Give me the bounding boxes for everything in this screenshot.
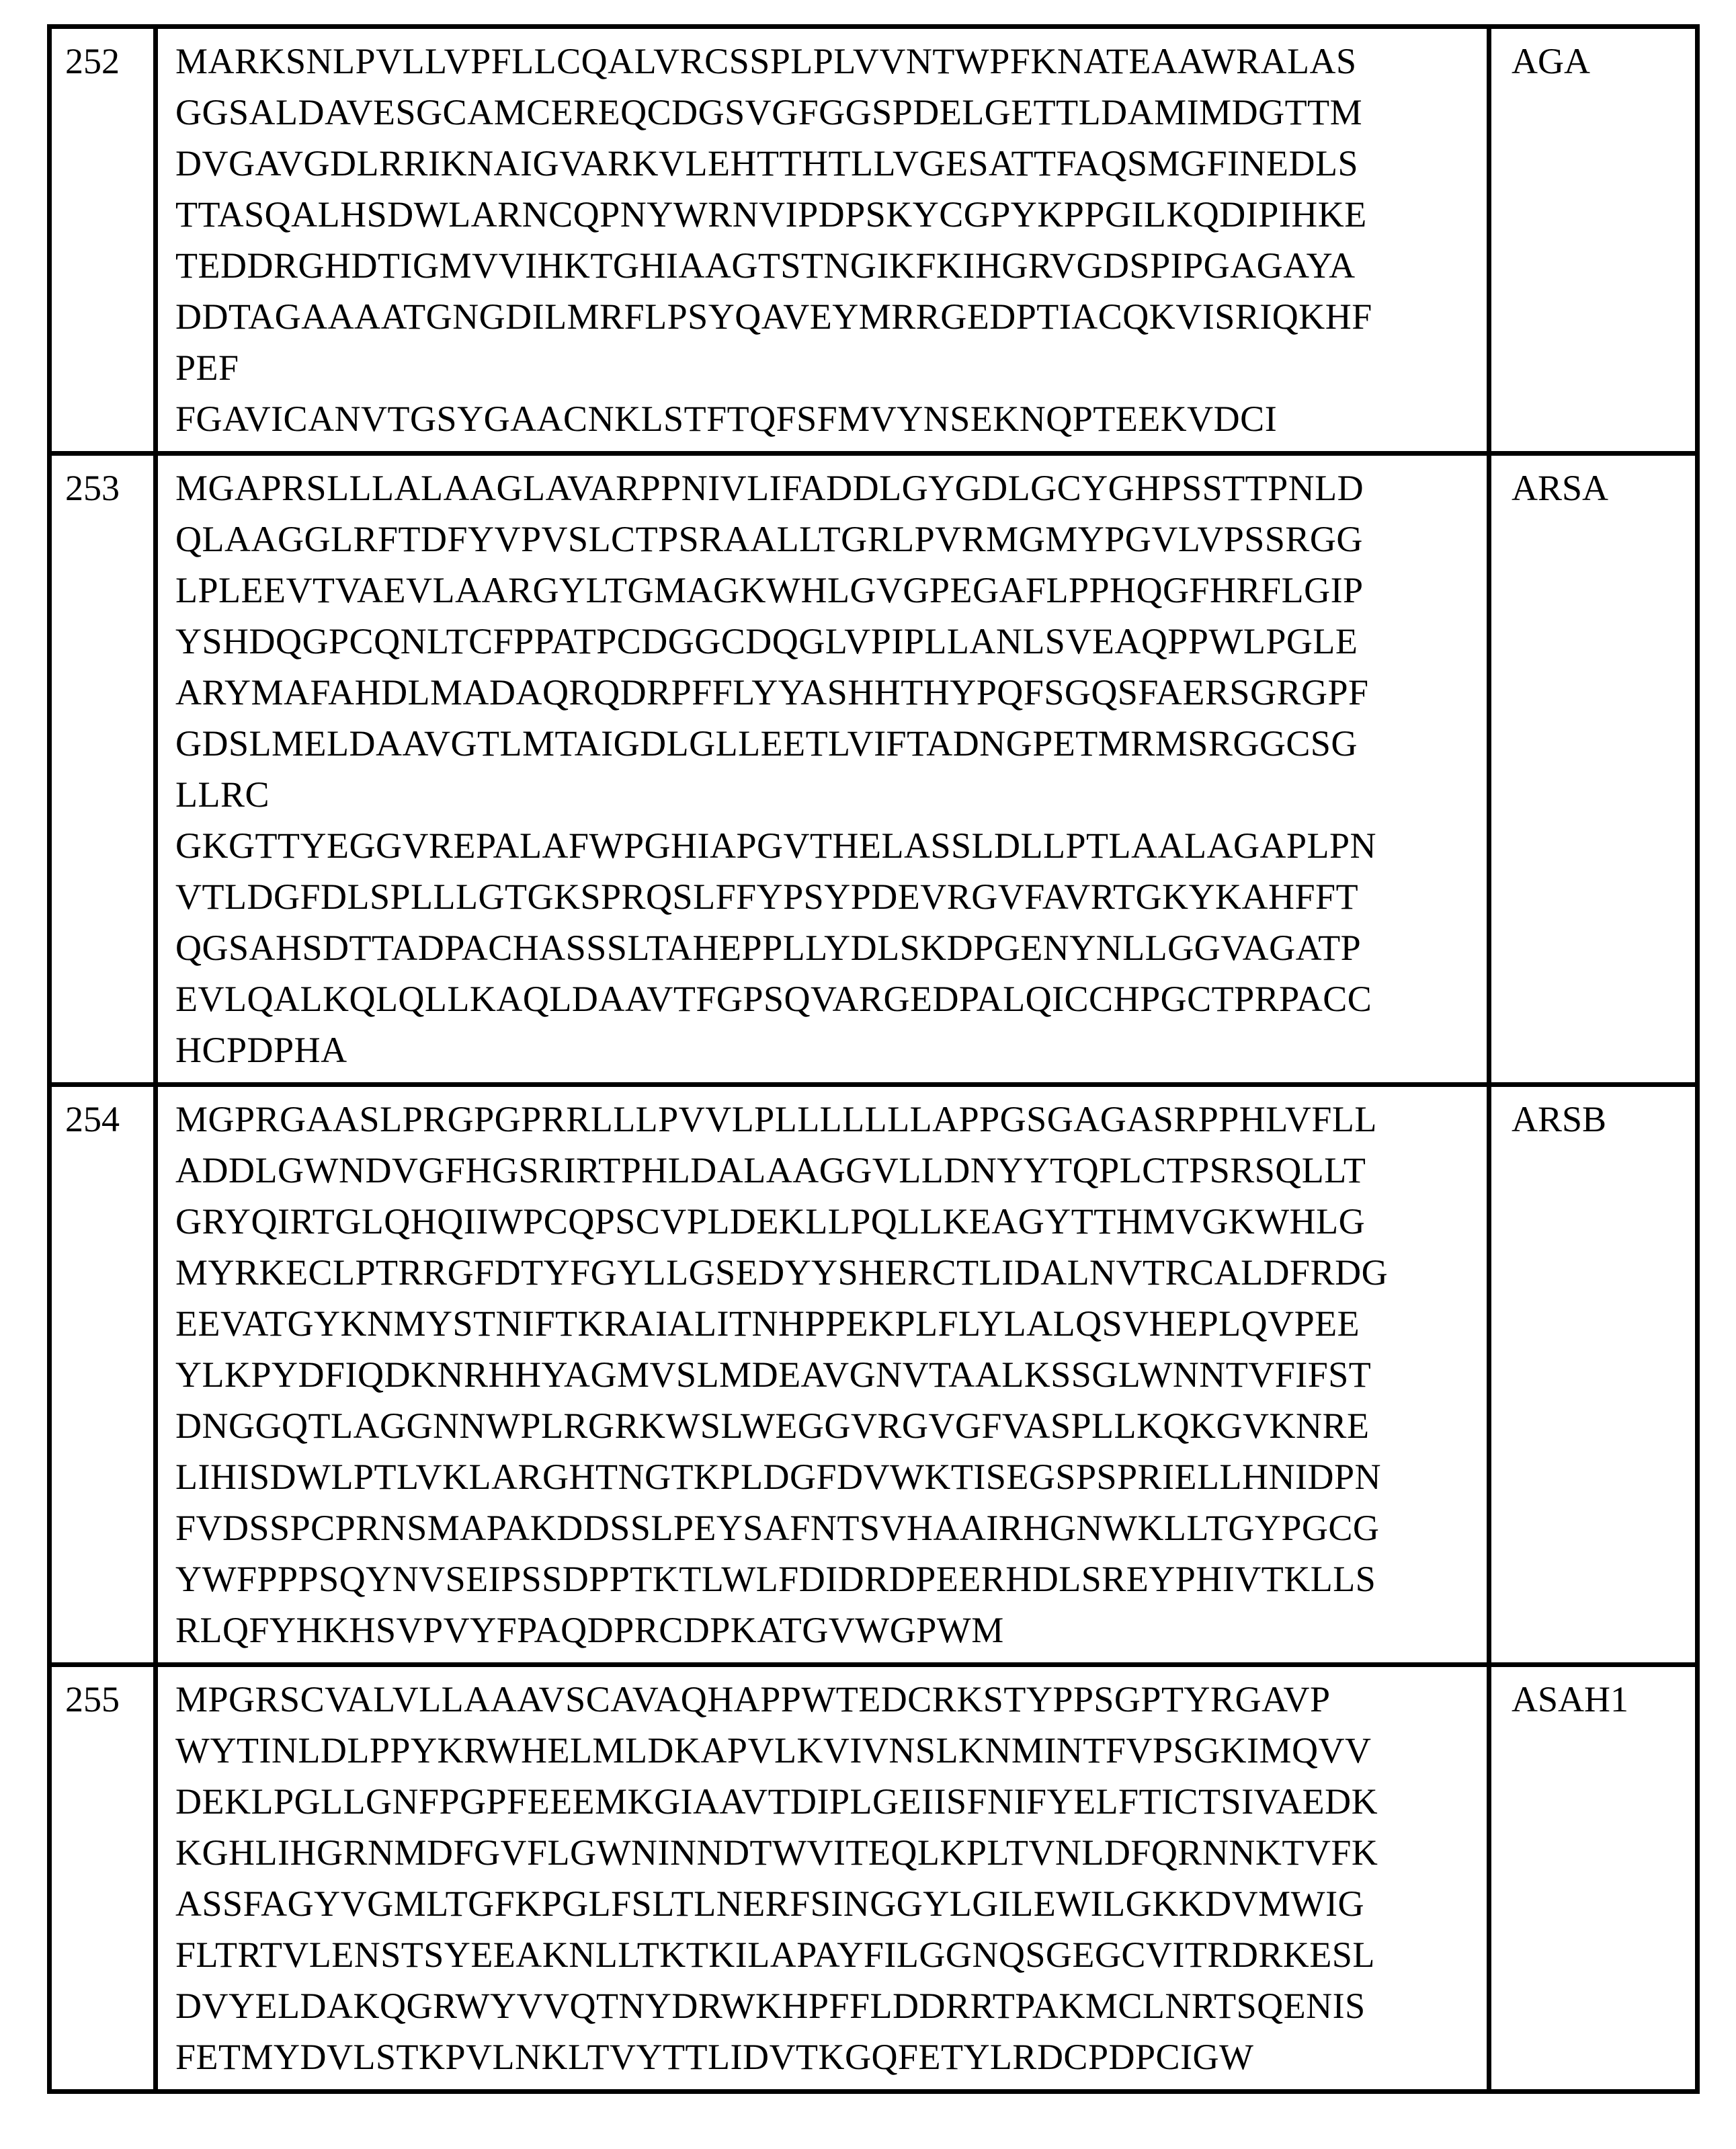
gene-symbol: AGA — [1489, 27, 1698, 454]
protein-sequence: MARKSNLPVLLVPFLLCQALVRCSSPLPLVVNTWPFKNATEAAWRALAS GGSALDAVESGCAMCEREQCDGSVGFGGSPDELGETTLDAMIMDGTTM DVGAVGDLRRIKNAIGVARKVLEHTTHTLLVGESATTFAQSMGFINEDLS TTASQALHSDWLARNCQPNYWRNVIPDPSKYCGPYKPPGILKQDIPIHKE TEDDRGHDTIGMVVIHKTGHIAAGTSTNGIKFKIHGRVGDSPIPGAGAYA DDTAGAAAATGNGDILMRFLPSYQAVEYMRRGEDPTIACQKVISRIQKHF PEF FGAVICANVTGSYGAACNKLSTFTQFSFMVYNSEKNQPTEEKVDCI — [156, 27, 1489, 454]
table-row — [50, 1085, 1698, 1665]
entry-number: 253 — [50, 454, 156, 1085]
gene-symbol: ASAH1 — [1489, 1665, 1698, 2092]
protein-sequence: MPGRSCVALVLLAAAVSCAVAQHAPPWTEDCRKSTYPPSGPTYRGAVP WYTINLDLPPYKRWHELMLDKAPVLKVIVNSLKNMINTFVPSGKIMQVV DEKLPGLLGNFPGPFEEEMKGIAAVTDIPLGEIISFNIFYELFTICTSIVAEDK KGHLIHGRNMDFGVFLGWNINNDTWVITEQLKPLTVNLDFQRNNKTVFK ASSFAGYVGMLTGFKPGLFSLTLNERFSINGGYLGILEWILGKKDVMWIG FLTRTVLENSTSYEEAKNLLTKTKILAPAYFILGGNQSGEGCVITRDRKESL DVYELDAKQGRWYVVQTNYDRWKHPFFLDDRRTPAKMCLNRTSQENIS FETMYDVLSTKPVLNKLTVYTTLIDVTKGQFETYLRDCPDPCIGW — [156, 1665, 1489, 2092]
entry-number: 254 — [50, 1085, 156, 1665]
table-row — [50, 454, 1698, 1085]
protein-sequence: MGAPRSLLLALAAGLAVARPPNIVLIFADDLGYGDLGCYGHPSSTTPNLD QLAAGGLRFTDFYVPVSLCTPSRAALLTGRLPVRMGMYPGVLVPSSRGG LPLEEVTVAEVLAARGYLTGMAGKWHLGVGPEGAFLPPHQGFHRFLGIP YSHDQGPCQNLTCFPPATPCDGGCDQGLVPIPLLANLSVEAQPPWLPGLE ARYMAFAHDLMADAQRQDRPFFLYYASHHTHYPQFSGQSFAERSGRGPF GDSLMELDAAVGTLMTAIGDLGLLEETLVIFTADNGPETMRMSRGGCSG LLRC GKGTTYEGGVREPALAFWPGHIAPGVTHELASSLDLLPTLAALAGAPLPN VTLDGFDLSPLLLGTGKSPRQSLFFYPSYPDEVRGVFAVRTGKYKAHFFT QGSAHSDTTADPACHASSSLTAHEPPLLYDLSKDPGENYNLLGGVAGATP EVLQALKQLQLLKAQLDAAVTFGPSQVARGEDPALQICCHPGCTPRPACC HCPDPHA — [156, 454, 1489, 1085]
entry-number: 255 — [50, 1665, 156, 2092]
table-row — [50, 27, 1698, 454]
sequence-listing-table — [47, 24, 1700, 2094]
table-row — [50, 1665, 1698, 2092]
gene-symbol: ARSA — [1489, 454, 1698, 1085]
protein-sequence: MGPRGAASLPRGPGPRRLLLPVVLPLLLLLLLAPPGSGAGASRPPHLVFLL ADDLGWNDVGFHGSRIRTPHLDALAAGGVLLDNYYTQPLCTPSRSQLLT GRYQIRTGLQHQIIWPCQPSCVPLDEKLLPQLLKEAGYTTHMVGKWHLG MYRKECLPTRRGFDTYFGYLLGSEDYYSHERCTLIDALNVTRCALDFRDG EEVATGYKNMYSTNIFTKRAIALITNHPPEKPLFLYLALQSVHEPLQVPEE YLKPYDFIQDKNRHHYAGMVSLMDEAVGNVTAALKSSGLWNNTVFIFST DNGGQTLAGGNNWPLRGRKWSLWEGGVRGVGFVASPLLKQKGVKNRE LIHISDWLPTLVKLARGHTNGTKPLDGFDVWKTISEGSPSPRIELLHNIDPN FVDSSPCPRNSMAPAKDDSSLPEYSAFNTSVHAAIRHGNWKLLTGYPGCG YWFPPPSQYNVSEIPSSDPPTKTLWLFDIDRDPEERHDLSREYPHIVTKLLS RLQFYHKHSVPVYFPAQDPRCDPKATGVWGPWM — [156, 1085, 1489, 1665]
entry-number: 252 — [50, 27, 156, 454]
gene-symbol: ARSB — [1489, 1085, 1698, 1665]
